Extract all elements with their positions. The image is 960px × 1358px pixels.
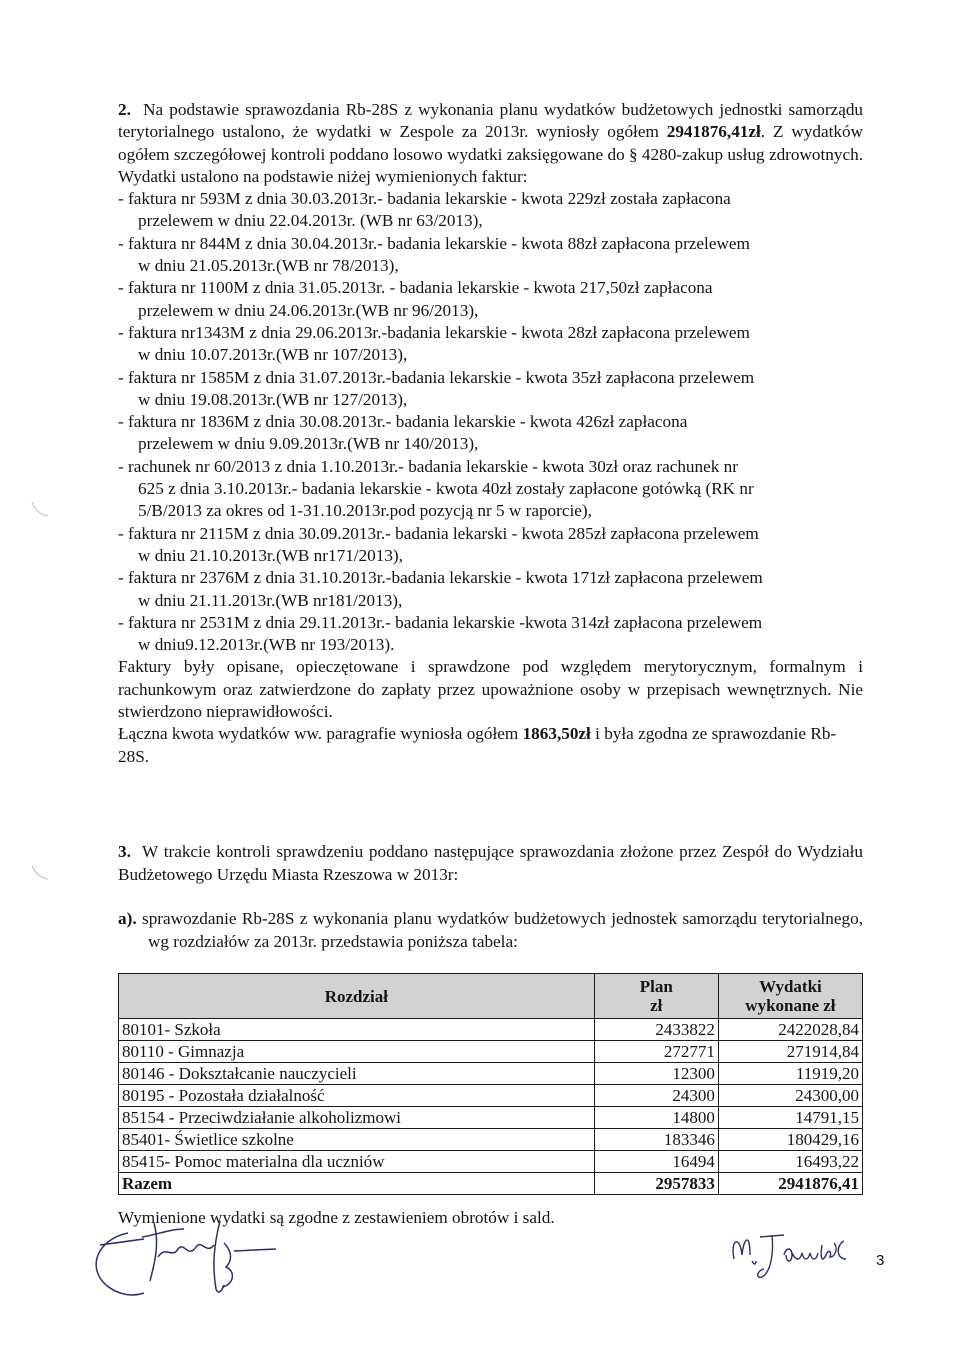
header-rozdzial: Rozdział [119,974,595,1019]
invoice-line: - faktura nr 2376M z dnia 31.10.2013r.-badania lekarskie - kwota 171zł zapłacona przelewem [118,568,763,588]
section-3a-label: a). [118,909,137,928]
cell-wydatki: 16493,22 [718,1151,862,1173]
cell-total-label: Razem [119,1173,595,1195]
cell-rozdzial: 80110 - Gimnazja [119,1041,595,1063]
header-wydatki-text: Wydatki wykonane zł [745,977,836,1015]
summary-text-2: i była zgodna ze sprawozdanie Rb-28S. [118,724,837,766]
cell-total-plan: 2957833 [594,1173,718,1195]
cell-rozdzial: 80146 - Dokształcanie nauczycieli [119,1063,595,1085]
cell-rozdzial: 80101- Szkoła [119,1019,595,1041]
invoice-line: - faktura nr 844M z dnia 30.04.2013r.- badania lekarskie - kwota 88zł zapłacona przelewem [118,233,750,253]
cell-wydatki: 24300,00 [718,1085,862,1107]
cell-rozdzial: 85401- Świetlice szkolne [119,1129,595,1151]
table-row [119,1151,863,1173]
footer-note: Wymienione wydatki są zgodne z zestawieniem obrotów i sald. [118,1208,555,1227]
invoice-line: przelewem w dniu 9.09.2013r.(WB nr 140/2013), [138,434,479,454]
section-2-total-amount: 2941876,41zł [666,122,761,142]
section-2-summary [118,723,863,768]
invoice-line: przelewem w dniu 22.04.2013r. (WB nr 63/2013), [138,211,483,231]
page-number: 3 [876,1252,885,1269]
header-wydatki [718,974,862,1019]
cell-plan: 12300 [594,1063,718,1085]
invoice-line: w dniu 10.07.2013r.(WB nr 107/2013), [138,345,408,365]
cell-wydatki: 2422028,84 [718,1019,862,1041]
cell-rozdzial: 80195 - Pozostała działalność [119,1085,595,1107]
invoice-line: w dniu 19.08.2013r.(WB nr 127/2013), [138,389,408,409]
section-2-number: 2. [118,100,131,119]
invoice-list [118,188,863,656]
invoice-line: w dniu9.12.2013r.(WB nr 193/2013). [138,635,395,655]
header-plan-text: Plan zł [639,977,673,1015]
cell-wydatki: 14791,15 [718,1107,862,1129]
invoices-verification-paragraph: Faktury były opisane, opieczętowane i sprawdzone pod względem merytorycznym, formalnym i rachunkowym oraz zatwierdzone do zapłaty przez upoważnione osoby w przepisach wewnętrznych. Nie stwierdzono nieprawidłowości. [118,657,863,722]
invoice-line: - faktura nr 1836M z dnia 30.08.2013r.- badania lekarskie - kwota 426zł zapłacona [118,412,688,432]
cell-rozdzial: 85415- Pomoc materialna dla uczniów [119,1151,595,1173]
cell-plan: 14800 [594,1107,718,1129]
summary-text: Łączna kwota wydatków ww. paragrafie wyniosła ogółem [118,724,519,744]
header-plan [594,974,718,1019]
cell-total-wydatki: 2941876,41 [718,1173,862,1195]
section-3 [118,841,863,953]
invoice-line: - faktura nr 1100M z dnia 31.05.2013r. - badania lekarskie - kwota 217,50zł zapłacona [118,278,713,298]
cell-wydatki: 180429,16 [718,1129,862,1151]
cell-plan: 24300 [594,1085,718,1107]
section-3-intro-text: W trakcie kontroli sprawdzeniu poddano następujące sprawozdania złożone przez Zespół do Wydziału Budżetowego Urzędu Miasta Rzeszowa w 2013r: [118,842,863,884]
invoice-line: 5/B/2013 za okres od 1-31.10.2013r.pod pozycją nr 5 w raporcie), [138,501,592,521]
table-row [119,1129,863,1151]
cell-wydatki: 271914,84 [718,1041,862,1063]
section-3-intro [118,841,863,886]
invoice-line: w dniu 21.05.2013r.(WB nr 78/2013), [138,256,399,276]
invoice-line: - faktura nr 1585M z dnia 31.07.2013r.-badania lekarskie - kwota 35zł zapłacona przelewem [118,367,755,387]
invoice-line: - rachunek nr 60/2013 z dnia 1.10.2013r.- badania lekarskie - kwota 30zł oraz rachunek nr [118,456,738,476]
table-total-row [119,1173,863,1195]
table-row [119,1041,863,1063]
cell-plan: 183346 [594,1129,718,1151]
cell-plan: 2433822 [594,1019,718,1041]
summary-amount: 1863,50zł [522,724,591,744]
invoice-line: w dniu 21.10.2013r.(WB nr171/2013), [138,545,403,565]
section-3a-text: sprawozdanie Rb-28S z wykonania planu wydatków budżetowych jednostek samorządu terytorialnego, wg rozdziałów za 2013r. przedstawia poniższa tabela: [142,909,863,951]
cell-plan: 16494 [594,1151,718,1173]
cell-plan: 272771 [594,1041,718,1063]
section-2-intro [118,99,863,188]
invoice-line: przelewem w dniu 24.06.2013r.(WB nr 96/2013), [138,300,479,320]
margin-mark [30,863,50,883]
handwritten-signature [84,1215,284,1305]
table-row [119,1107,863,1129]
expenditure-table [118,973,863,1195]
margin-mark [30,500,50,520]
section-2-intro-text: Na podstawie sprawozdania Rb-28S z wykonania planu wydatków budżetowych jednostki samorządu terytorialnego ustalono, że wydatki w Zespole za 2013r. wyniosły ogółem [118,100,864,142]
table-row [119,1085,863,1107]
table-row [119,1063,863,1085]
invoice-line: - faktura nr1343M z dnia 29.06.2013r.-badania lekarskie - kwota 28zł zapłacona przelewem [118,322,750,342]
invoice-line: - faktura nr 2115M z dnia 30.09.2013r.- badania lekarski - kwota 285zł zapłacona przelewem [118,523,759,543]
invoice-line: - faktura nr 593M z dnia 30.03.2013r.- badania lekarskie - kwota 229zł została zapłacona [118,189,731,209]
section-3a [118,908,863,953]
handwritten-initials [726,1225,866,1285]
invoice-line: 625 z dnia 3.10.2013r.- badania lekarskie - kwota 40zł zostały zapłacone gotówką (RK nr [138,479,754,499]
section-2-intro-text-2: . Z wydatków ogółem szczegółowej kontroli poddano losowo wydatki zaksięgowane do § 4280-zakup usług zdrowotnych. Wydatki ustalono na podstawie niżej wymienionych faktur: [118,122,863,186]
invoice-line: w dniu 21.11.2013r.(WB nr181/2013), [138,590,403,610]
section-2 [118,99,863,768]
cell-wydatki: 11919,20 [718,1063,862,1085]
table-header-row [119,974,863,1019]
cell-rozdzial: 85154 - Przeciwdziałanie alkoholizmowi [119,1107,595,1129]
section-3-number: 3. [118,842,131,861]
invoice-line: - faktura nr 2531M z dnia 29.11.2013r.- badania lekarskie -kwota 314zł zapłacona przelewem [118,612,763,632]
table-row [119,1019,863,1041]
